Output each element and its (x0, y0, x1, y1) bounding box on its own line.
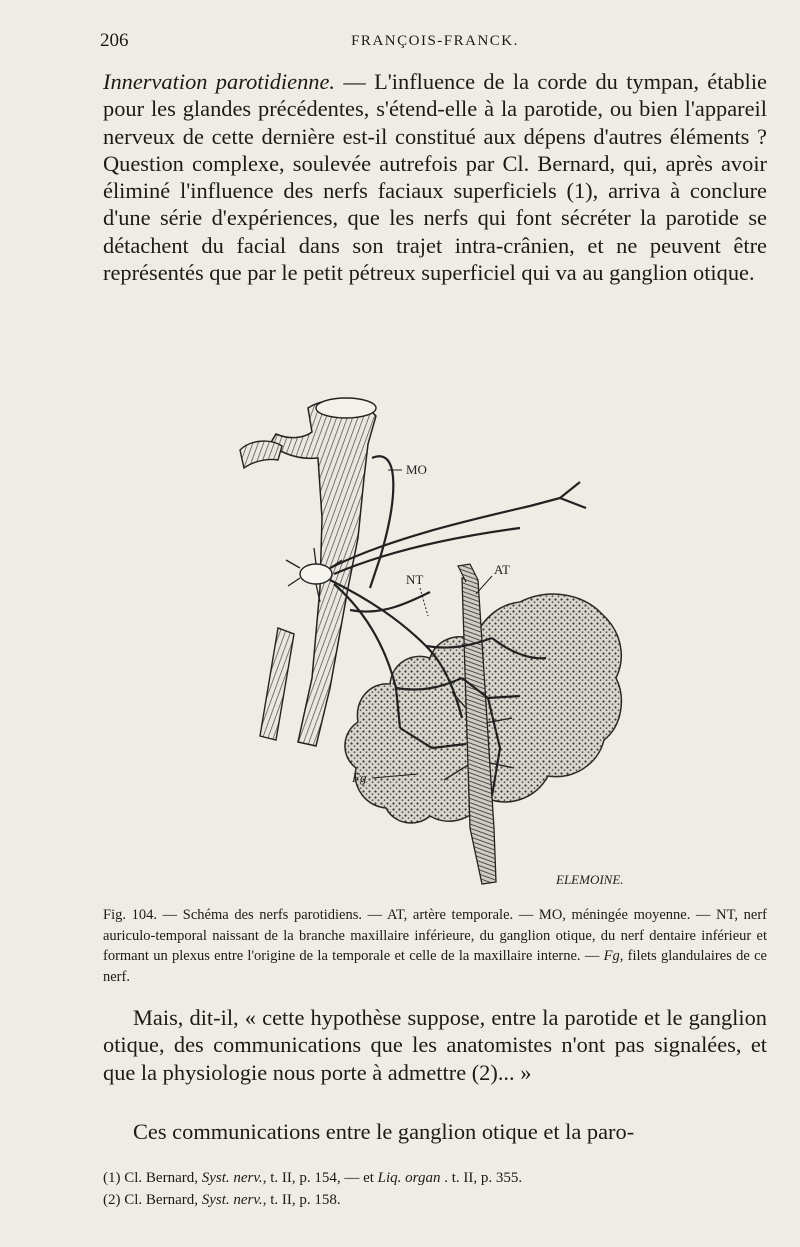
page-header (100, 30, 770, 58)
paragraph-innervation-parotidienne (103, 68, 767, 286)
running-head: FRANÇOIS-FRANCK. (351, 33, 519, 49)
footnotes (103, 1167, 767, 1211)
figure-104-nerve-diagram (230, 388, 670, 898)
label-nt: NT (406, 572, 424, 587)
caption-text-end: , filets glandulaires de ce nerf. (103, 948, 767, 985)
footnote-1: (1) Cl. Bernard, Syst. nerv., t. II, p. 154, — et Liq. organ . t. II, p. 355. (103, 1170, 523, 1186)
page-number: 206 (100, 30, 129, 51)
section-lead-title: Innervation parotidienne. (103, 69, 335, 94)
figure-caption (103, 905, 767, 987)
paragraph-quote-bernard: Mais, dit-il, « cette hypothèse suppose, entre la parotide et le ganglion otique, des communications que les anatomistes n'ont pas signalées, et que la physiologie nous porte à admettre (2)... » (103, 1005, 767, 1085)
caption-fg: Fg (603, 948, 620, 964)
anatomical-illustration (230, 388, 670, 898)
paragraph-text: — L'influence de la corde du tympan, établie pour les glandes précédentes, s'étend-elle à la parotide, ou bien l'appareil nerveux de cette dernière est-il constitué aux dépens d'autres éléments ? Question complexe, soulevée autrefois par Cl. Bernard, qui, après avoir éliminé l'influence des nerfs faciaux superficiels (1), arriva à conclure d'une série d'expériences, que les nerfs qui font sécréter la parotide se détachent du facial dans son trajet intra-crânien, et ne peuvent être représentés que par le petit pétreux superficiel qui va au ganglion otique. (103, 69, 767, 286)
label-mo: MO (406, 462, 427, 477)
paragraph-communications: Ces communications entre le ganglion otique et la paro- (133, 1119, 635, 1144)
caption-text: — Schéma des nerfs parotidiens. — AT, artère temporale. — MO, méningée moyenne. — NT, nerf auriculo-temporal naissant de la branche maxillaire inférieure, du ganglion otique, du nerf dentaire inférieur et formant un plexus entre l'origine de la temporale et celle de la maxillaire interne. — (103, 907, 768, 964)
label-fg: Fg (352, 770, 367, 785)
engraver-signature: ELEMOINE. (556, 872, 624, 887)
caption-figure-number: Fig. 104. (103, 907, 157, 923)
label-at: AT (494, 562, 510, 577)
footnote-2: (2) Cl. Bernard, Syst. nerv., t. II, p. 158. (103, 1192, 341, 1208)
